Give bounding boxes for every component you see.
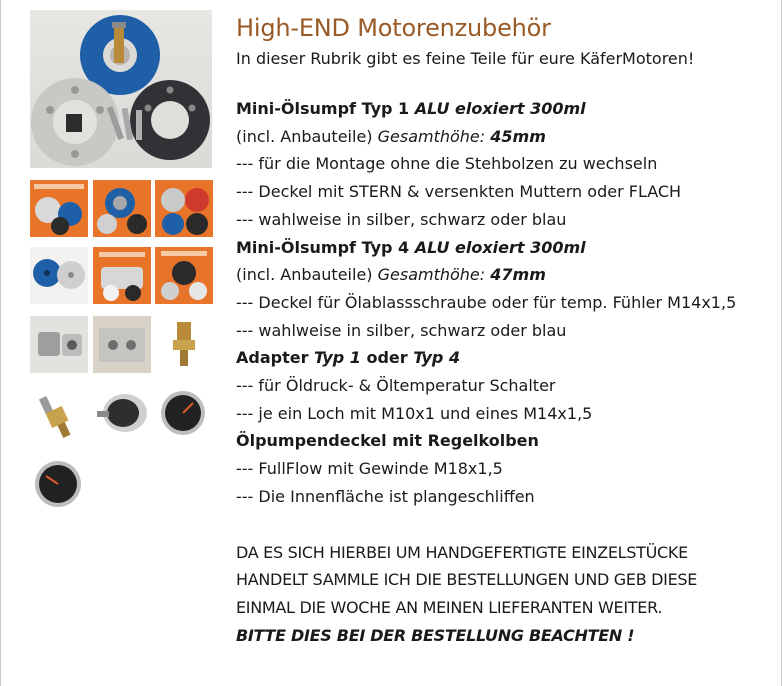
gallery-thumbnail[interactable] [30, 247, 88, 304]
heading-oelsumpf-typ4: Mini-Ölsumpf Typ 4 ALU eloxiert 300ml [236, 237, 586, 257]
gallery-thumbnail[interactable] [155, 247, 213, 304]
feature-line: --- wahlweise in silber, schwarz oder blau [236, 209, 567, 229]
window-border-left [0, 0, 1, 686]
notice-line: EINMAL DIE WOCHE AN MEINEN LIEFERANTEN WEITER. [236, 597, 663, 617]
order-notice [236, 539, 766, 650]
notice-line: DA ES SICH HIERBEI UM HANDGEFERTIGTE EINZELSTÜCKE [236, 542, 688, 562]
feature-line: --- für die Montage ohne die Stehbolzen zu wechseln [236, 154, 658, 174]
feature-line: --- wahlweise in silber, schwarz oder blau [236, 320, 567, 340]
gallery-thumbnail[interactable] [30, 385, 88, 442]
spec-line: (incl. Anbauteile) Gesamthöhe: 47mm [236, 265, 546, 285]
gallery-thumbnail[interactable] [155, 180, 213, 237]
page-title: High-END Motorenzubehör [236, 14, 551, 42]
gallery-thumbnail[interactable] [30, 454, 88, 511]
gallery-thumbnail[interactable] [93, 180, 151, 237]
heading-oelsumpf-typ1: Mini-Ölsumpf Typ 1 ALU eloxiert 300ml [236, 99, 586, 118]
gallery-thumbnail[interactable] [30, 180, 88, 237]
notice-line: HANDELT SAMMLE ICH DIE BESTELLUNGEN UND GEB DIESE [236, 570, 698, 590]
feature-line: --- Deckel mit STERN & versenkten Muttern oder FLACH [236, 182, 682, 202]
gallery-thumbnail[interactable] [155, 385, 213, 442]
gallery-thumbnail[interactable] [30, 316, 88, 373]
gallery-thumbnail[interactable] [93, 247, 151, 304]
intro-text: In dieser Rubrik gibt es feine Teile für eure KäferMotoren! [236, 49, 695, 68]
heading-oelpumpendeckel: Ölpumpendeckel mit Regelkolben [236, 431, 539, 451]
gallery-thumbnail[interactable] [93, 385, 151, 442]
notice-emphasis: BITTE DIES BEI DER BESTELLUNG BEACHTEN ! [236, 625, 635, 645]
feature-line: --- FullFlow mit Gewinde M18x1,5 [236, 459, 503, 479]
feature-line: --- Die Innenfläche ist plangeschliffen [236, 486, 535, 506]
gallery-thumbnail[interactable] [155, 316, 213, 373]
feature-line: --- für Öldruck- & Öltemperatur Schalter [236, 376, 556, 396]
gallery-thumbnail[interactable] [93, 316, 151, 373]
feature-line: --- je ein Loch mit M10x1 und eines M14x1,5 [236, 403, 593, 423]
product-description [236, 12, 766, 649]
main-product-image[interactable] [30, 10, 212, 168]
feature-list [236, 95, 766, 511]
heading-adapter: Adapter Typ 1 oder Typ 4 [236, 348, 461, 368]
spec-line: (incl. Anbauteile) Gesamthöhe: 45mm [236, 126, 546, 146]
feature-line: --- Deckel für Ölablassschraube oder für temp. Fühler M14x1,5 [236, 292, 737, 312]
